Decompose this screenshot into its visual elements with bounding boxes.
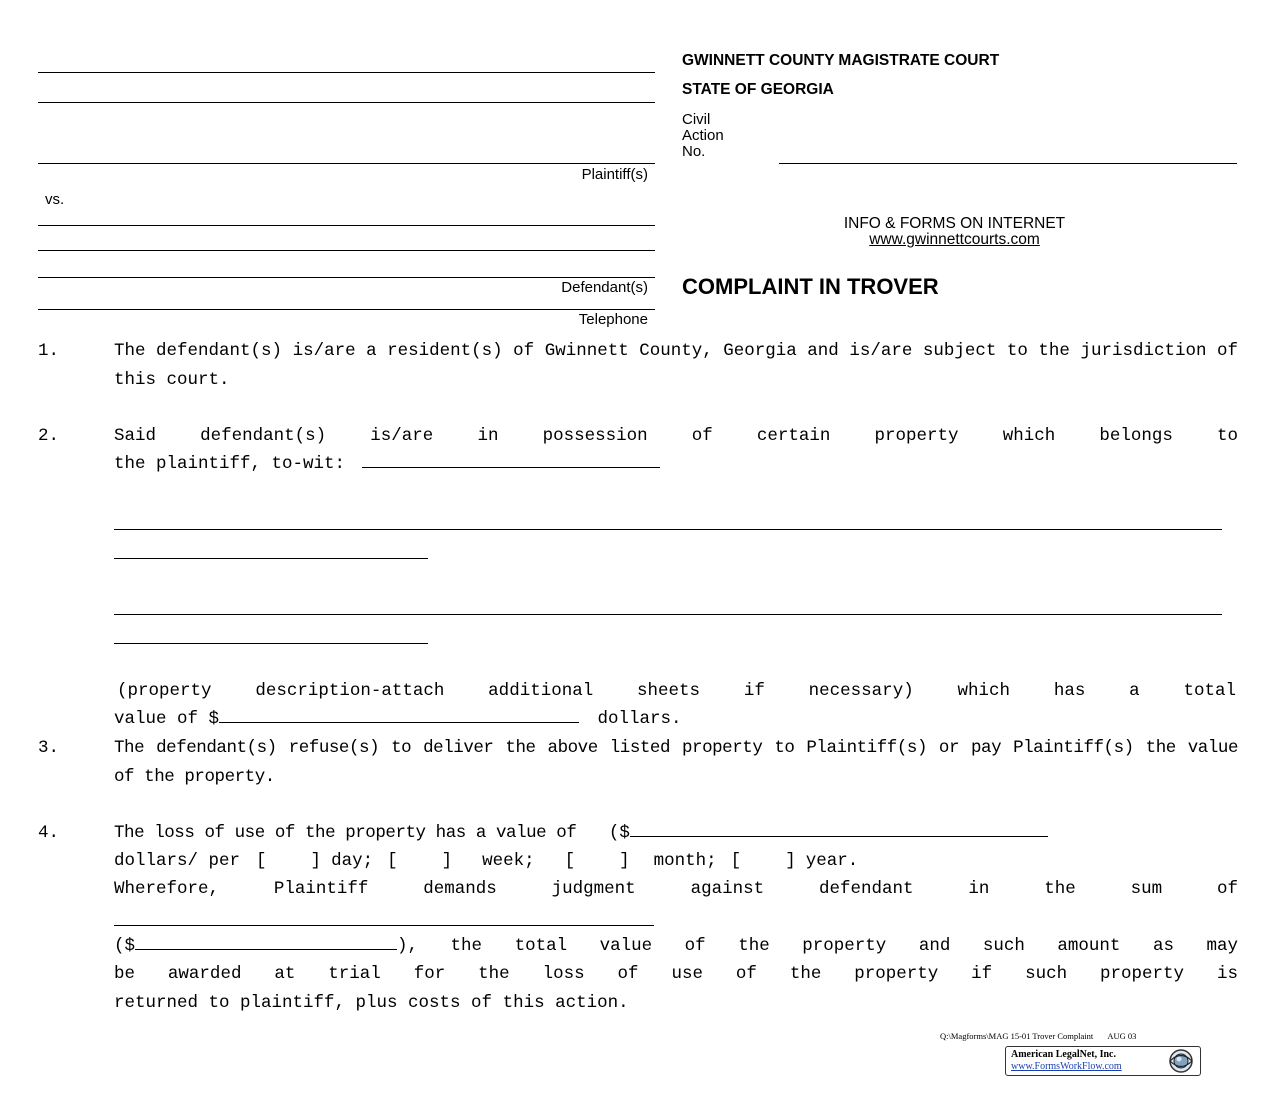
para-1-text: The defendant(s) is/are a resident(s) of Gwinnett County, Georgia and is/are subject to the jurisdiction of this court. [114, 341, 1238, 390]
para-4-number: 4. [38, 823, 60, 843]
vendor-name: American LegalNet, Inc. [1011, 1049, 1116, 1060]
para-4-line-7: returned to plaintiff, plus costs of this action. [114, 993, 629, 1013]
defendant-line-3[interactable] [38, 277, 655, 278]
month-label: month; [653, 851, 717, 871]
year-label: year. [805, 851, 859, 871]
day-label: day; [331, 851, 374, 871]
plaintiff-line-2[interactable] [38, 102, 655, 103]
sum-rest-text: ), the total value of the property and such amount as may [397, 936, 1238, 956]
plaintiff-line-1[interactable] [38, 72, 655, 73]
week-label: week; [482, 851, 535, 871]
para-4-line-5 [114, 932, 1238, 961]
property-desc-line-1[interactable] [114, 529, 1222, 530]
loss-dollar-sign: ($ [608, 823, 630, 843]
para-2-line-1: Said defendant(s) is/are in possession of certain property which belongs to [114, 426, 1238, 446]
para-3-text: The defendant(s) refuse(s) to deliver the above listed property to Plaintiff(s) or pay Plaintiff(s) the value of the property. [114, 738, 1238, 787]
court-name: GWINNETT COUNTY MAGISTRATE COURT [682, 52, 1000, 69]
property-value-line [114, 705, 682, 734]
plaintiff-line-3[interactable] [38, 163, 655, 164]
para-2-line-2 [114, 450, 660, 479]
to-wit-label: the plaintiff, to-wit: [114, 454, 346, 474]
year-checkbox[interactable]: [ ] [730, 851, 796, 871]
info-heading: INFO & FORMS ON INTERNET [843, 215, 1066, 232]
loss-value-field[interactable] [630, 819, 1048, 837]
defendant-line-2[interactable] [38, 250, 655, 251]
month-checkbox[interactable]: [ ] [564, 851, 630, 871]
case-label-action: Action [682, 127, 724, 144]
property-desc-note: (property description-attach additional sheets if necessary) which has a total [117, 681, 1236, 701]
vendor-badge[interactable] [1005, 1046, 1201, 1076]
defendant-label: Defendant(s) [561, 279, 648, 296]
case-number-field[interactable] [779, 163, 1237, 164]
judgment-sum-words-field[interactable] [114, 925, 654, 926]
case-label-civil: Civil [682, 111, 711, 128]
case-label-no: No. [682, 143, 706, 160]
telephone-label: Telephone [578, 311, 648, 328]
form-date: AUG 03 [1107, 1031, 1137, 1041]
value-prefix: value of $ [114, 709, 220, 729]
para-4-line-1 [114, 819, 1238, 848]
form-id: Q:\Magforms\MAG 15-01 Trover Complaint AUG 03 [940, 1031, 1137, 1041]
week-checkbox[interactable]: [ ] [387, 851, 453, 871]
para-4-line-2 [114, 847, 858, 876]
globe-logo-icon [1166, 1048, 1196, 1074]
value-suffix: dollars. [597, 709, 682, 729]
para-4-line-6: be awarded at trial for the loss of use of the property if such property is [114, 964, 1238, 984]
para-3-number: 3. [38, 738, 60, 758]
wherefore-text: Wherefore, Plaintiff demands judgment against defendant in the sum of [114, 879, 1238, 899]
per-label: dollars/ per [114, 851, 241, 871]
court-state: STATE OF GEORGIA [682, 81, 834, 98]
para-2-number: 2. [38, 426, 60, 446]
property-desc-line-4[interactable] [114, 643, 428, 644]
para-1-number: 1. [38, 341, 60, 361]
property-value-field[interactable] [219, 705, 579, 723]
info-url[interactable]: www.gwinnettcourts.com [869, 231, 1040, 248]
property-desc-line-3[interactable] [114, 614, 1222, 615]
telephone-line[interactable] [38, 309, 655, 310]
document-title: COMPLAINT IN TROVER [682, 274, 939, 299]
judgment-sum-field[interactable] [135, 932, 397, 950]
loss-of-use-text: The loss of use of the property has a value of [114, 823, 577, 843]
vendor-url[interactable]: www.FormsWorkFlow.com [1011, 1061, 1122, 1072]
vs-label: vs. [45, 191, 65, 208]
defendant-line-1[interactable] [38, 225, 655, 226]
day-checkbox[interactable]: [ ] [256, 851, 322, 871]
plaintiff-label: Plaintiff(s) [581, 166, 648, 183]
property-field-1[interactable] [362, 450, 660, 468]
sum-dollar-open: ($ [114, 936, 136, 956]
property-desc-line-2[interactable] [114, 558, 428, 559]
